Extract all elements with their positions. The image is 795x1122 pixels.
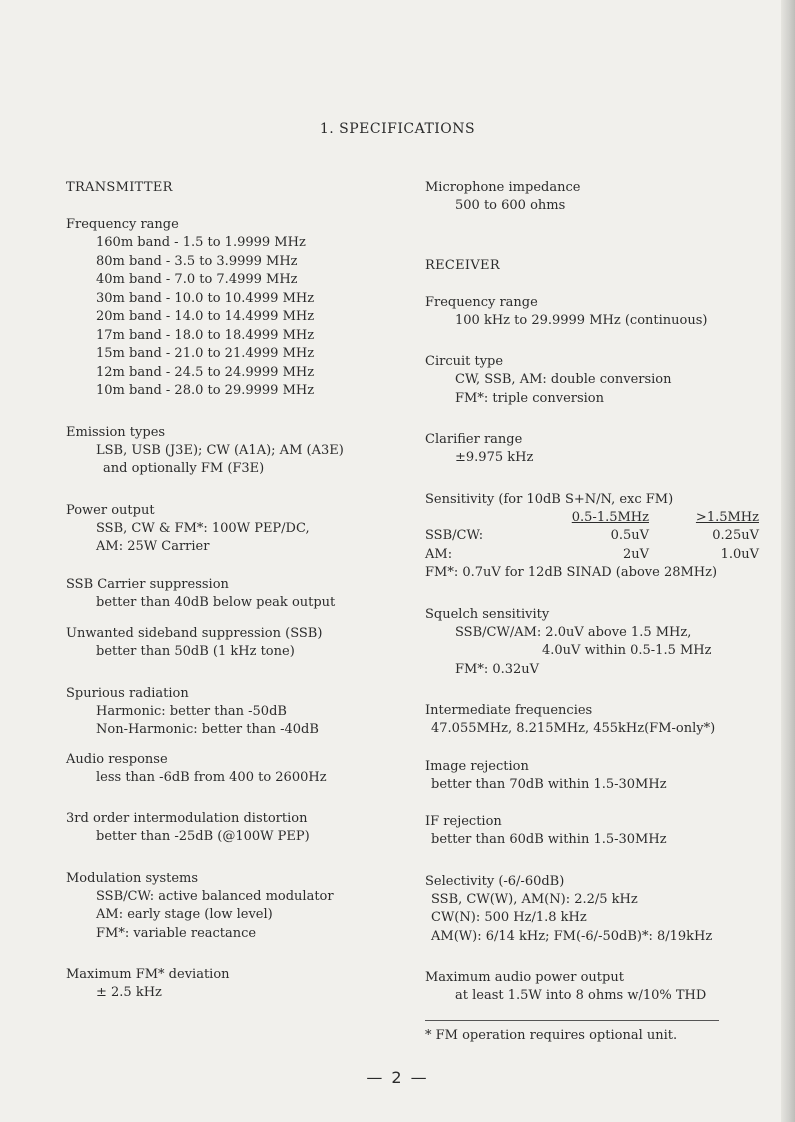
column-header: >1.5MHz bbox=[695, 509, 759, 525]
tx-fm-deviation bbox=[66, 965, 396, 1003]
spec-line: 100 kHz to 29.9999 MHz (continuous) bbox=[455, 312, 708, 328]
spec-heading: Microphone impedance bbox=[425, 180, 581, 195]
spec-line: and optionally FM (F3E) bbox=[103, 461, 265, 476]
tx-sideband-suppression bbox=[66, 624, 396, 662]
spec-line: better than 70dB within 1.5-30MHz bbox=[431, 776, 667, 792]
spec-line: 4.0uV within 0.5-1.5 MHz bbox=[542, 643, 712, 658]
spec-heading: 3rd order intermodulation distortion bbox=[66, 811, 308, 826]
table-cell: 0.25uV bbox=[712, 528, 759, 543]
spec-heading: Image rejection bbox=[425, 758, 529, 774]
spec-heading: Selectivity (-6/-60dB) bbox=[425, 873, 565, 889]
band-line: 12m band - 24.5 to 24.9999 MHz bbox=[96, 364, 315, 380]
spec-line: 47.055MHz, 8.215MHz, 455kHz(FM-only*) bbox=[431, 721, 716, 736]
spec-line: better than 50dB (1 kHz tone) bbox=[96, 644, 295, 659]
spec-line: 500 to 600 ohms bbox=[455, 198, 566, 213]
spec-line: ± 2.5 kHz bbox=[96, 985, 162, 1000]
footnote-rule bbox=[425, 1020, 719, 1021]
spec-line: FM*: 0.7uV for 12dB SINAD (above 28MHz) bbox=[425, 565, 718, 580]
rx-circuit-type bbox=[425, 352, 770, 408]
spec-line: CW, SSB, AM: double conversion bbox=[455, 372, 672, 387]
band-line: 10m band - 28.0 to 29.9999 MHz bbox=[96, 383, 315, 398]
tx-emission-types bbox=[66, 423, 396, 479]
row-label: AM: bbox=[425, 546, 453, 562]
spec-line: LSB, USB (J3E); CW (A1A); AM (A3E) bbox=[96, 442, 344, 458]
spec-heading: Frequency range bbox=[66, 217, 179, 232]
spec-heading: Modulation systems bbox=[66, 870, 199, 886]
spec-heading: Unwanted sideband suppression (SSB) bbox=[66, 626, 323, 641]
spec-heading: Power output bbox=[66, 502, 155, 518]
page-edge bbox=[781, 0, 795, 1122]
spec-line: FM*: triple conversion bbox=[455, 390, 605, 406]
rx-frequency-range bbox=[425, 293, 770, 331]
tx-carrier-suppression bbox=[66, 575, 396, 613]
page-number: — 2 — bbox=[366, 1068, 429, 1087]
page-title: 1. SPECIFICATIONS bbox=[319, 121, 476, 137]
rx-squelch bbox=[425, 605, 770, 680]
receiver-title: RECEIVER bbox=[425, 257, 500, 273]
spec-line: AM: 25W Carrier bbox=[96, 539, 210, 554]
spec-heading: Spurious radiation bbox=[66, 685, 189, 701]
spec-heading: Clarifier range bbox=[425, 432, 523, 447]
table-corner bbox=[425, 509, 551, 528]
spec-heading: Frequency range bbox=[425, 294, 538, 310]
tx-power-output bbox=[66, 501, 396, 557]
rx-if-rejection bbox=[425, 812, 770, 850]
spec-line: better than 60dB within 1.5-30MHz bbox=[431, 832, 667, 847]
spec-line: Harmonic: better than -50dB bbox=[96, 703, 287, 719]
tx-frequency-range bbox=[66, 215, 396, 401]
spec-line: SSB/CW: active balanced modulator bbox=[96, 888, 334, 904]
spec-line: FM*: 0.32uV bbox=[455, 661, 540, 677]
sensitivity-table bbox=[425, 509, 770, 565]
receiver-column bbox=[425, 178, 770, 1045]
spec-line: 2.0uV above 1.5 MHz, bbox=[545, 624, 692, 640]
footnote: * FM operation requires optional unit. bbox=[425, 1027, 678, 1043]
spec-heading: SSB Carrier suppression bbox=[66, 576, 229, 592]
spec-line: better than -25dB (@100W PEP) bbox=[96, 829, 310, 844]
spec-line: CW(N): 500 Hz/1.8 kHz bbox=[431, 910, 587, 925]
band-line: 30m band - 10.0 to 10.4999 MHz bbox=[96, 290, 315, 306]
transmitter-column bbox=[66, 178, 396, 1003]
spec-line: at least 1.5W into 8 ohms w/10% THD bbox=[455, 988, 707, 1003]
spec-heading: Audio response bbox=[66, 751, 168, 767]
spec-line: Non-Harmonic: better than -40dB bbox=[96, 722, 319, 737]
spec-heading: IF rejection bbox=[425, 814, 502, 829]
spec-line: FM*: variable reactance bbox=[96, 925, 257, 941]
spec-heading: Circuit type bbox=[425, 354, 504, 369]
transmitter-title: TRANSMITTER bbox=[66, 180, 173, 195]
column-header: 0.5-1.5MHz bbox=[571, 509, 649, 525]
tx-mic-impedance bbox=[425, 178, 770, 216]
spec-heading: Squelch sensitivity bbox=[425, 606, 550, 622]
squelch-row bbox=[425, 624, 770, 643]
rx-clarifier bbox=[425, 430, 770, 468]
rx-image-rejection bbox=[425, 757, 770, 795]
rx-audio-power bbox=[425, 968, 770, 1006]
spec-heading: Maximum audio power output bbox=[425, 970, 624, 985]
table-cell: 2uV bbox=[622, 546, 649, 562]
spec-line: better than 40dB below peak output bbox=[96, 594, 336, 610]
tx-spurious bbox=[66, 684, 396, 740]
band-line: 15m band - 21.0 to 21.4999 MHz bbox=[96, 346, 315, 361]
band-line: 20m band - 14.0 to 14.4999 MHz bbox=[96, 309, 315, 324]
band-line: 17m band - 18.0 to 18.4999 MHz bbox=[96, 327, 315, 343]
spec-line: SSB, CW(W), AM(N): 2.2/5 kHz bbox=[431, 891, 638, 907]
spec-heading: Sensitivity (for 10dB S+N/N, exc FM) bbox=[425, 491, 674, 507]
spec-line: SSB, CW & FM*: 100W PEP/DC, bbox=[96, 520, 310, 536]
tx-audio-response bbox=[66, 750, 396, 788]
band-line: 160m band - 1.5 to 1.9999 MHz bbox=[96, 235, 306, 250]
spec-heading: Maximum FM* deviation bbox=[66, 967, 230, 982]
spec-heading: Emission types bbox=[66, 424, 166, 440]
spec-line: AM: early stage (low level) bbox=[96, 907, 273, 922]
rx-if bbox=[425, 701, 770, 739]
tx-modulation bbox=[66, 869, 396, 944]
rx-sensitivity bbox=[425, 490, 770, 583]
spec-line: AM(W): 6/14 kHz; FM(-6/-50dB)*: 8/19kHz bbox=[431, 928, 713, 944]
spec-heading: Intermediate frequencies bbox=[425, 703, 593, 718]
table-cell: 1.0uV bbox=[720, 546, 759, 562]
band-line: 40m band - 7.0 to 7.4999 MHz bbox=[96, 272, 298, 287]
table-cell: 0.5uV bbox=[610, 528, 649, 543]
spec-line: ±9.975 kHz bbox=[455, 450, 534, 465]
tx-imd bbox=[66, 809, 396, 847]
spec-line: less than -6dB from 400 to 2600Hz bbox=[96, 769, 327, 785]
squelch-label: SSB/CW/AM: bbox=[455, 624, 542, 640]
rx-selectivity bbox=[425, 872, 770, 947]
band-line: 80m band - 3.5 to 3.9999 MHz bbox=[96, 253, 298, 269]
row-label: SSB/CW: bbox=[425, 528, 484, 543]
